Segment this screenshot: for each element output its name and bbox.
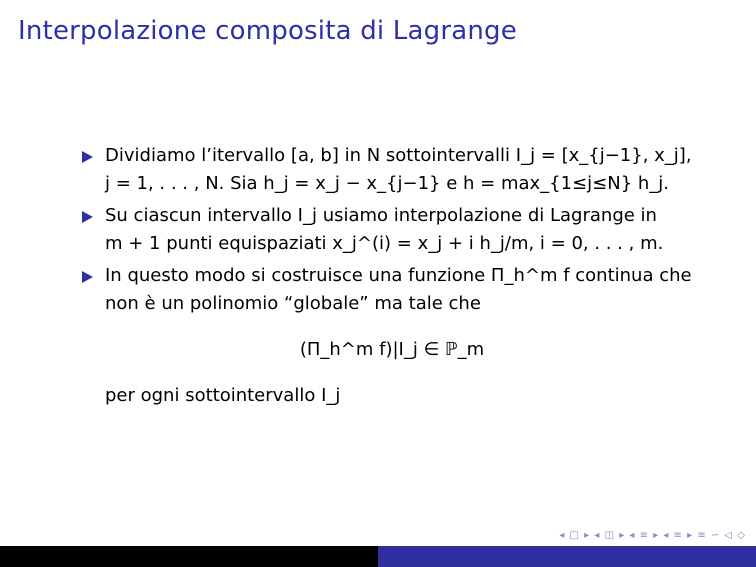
bullet2-line1: Su ciascun intervallo I_j usiamo interpolazione di Lagrange in	[105, 205, 657, 226]
bullet-triangle-icon	[82, 151, 93, 163]
bullet-triangle-icon	[82, 271, 93, 283]
bullet-item-3	[82, 262, 702, 318]
bullet3-line2: non è un polinomio “globale” ma tale che	[105, 293, 481, 314]
beamer-navigation-icons[interactable]: ◂ □ ▸ ◂ ◫ ▸ ◂ ≡ ▸ ◂ ≡ ▸ ≡ ∽ ◁ ◇	[559, 530, 746, 541]
slide-body	[82, 142, 702, 410]
bullet1-line2: j = 1, . . . , N. Sia h_j = x_j − x_{j−1} e h = max_{1≤j≤N} h_j.	[105, 173, 669, 194]
slide-title: Interpolazione composita di Lagrange	[18, 16, 517, 46]
bullet3-line1: In questo modo si costruisce una funzione Π_h^m f continua che	[105, 265, 692, 286]
bullet1-line1: Dividiamo l’itervallo [a, b] in N sottointervalli I_j = [x_{j−1}, x_j],	[105, 145, 692, 166]
display-formula: (Π_h^m f)|I_j ∈ ℙ_m	[299, 339, 485, 360]
bullet-item-2	[82, 202, 702, 258]
footer-left-block	[0, 546, 378, 567]
footer-bar	[0, 546, 756, 567]
bullet-item-1	[82, 142, 702, 198]
closing-text: per ogni sottointervallo I_j	[105, 385, 341, 406]
bullet2-line2: m + 1 punti equispaziati x_j^(i) = x_j + i h_j/m, i = 0, . . . , m.	[105, 233, 664, 254]
footer-right-block	[378, 546, 756, 567]
bullet-triangle-icon	[82, 211, 93, 223]
